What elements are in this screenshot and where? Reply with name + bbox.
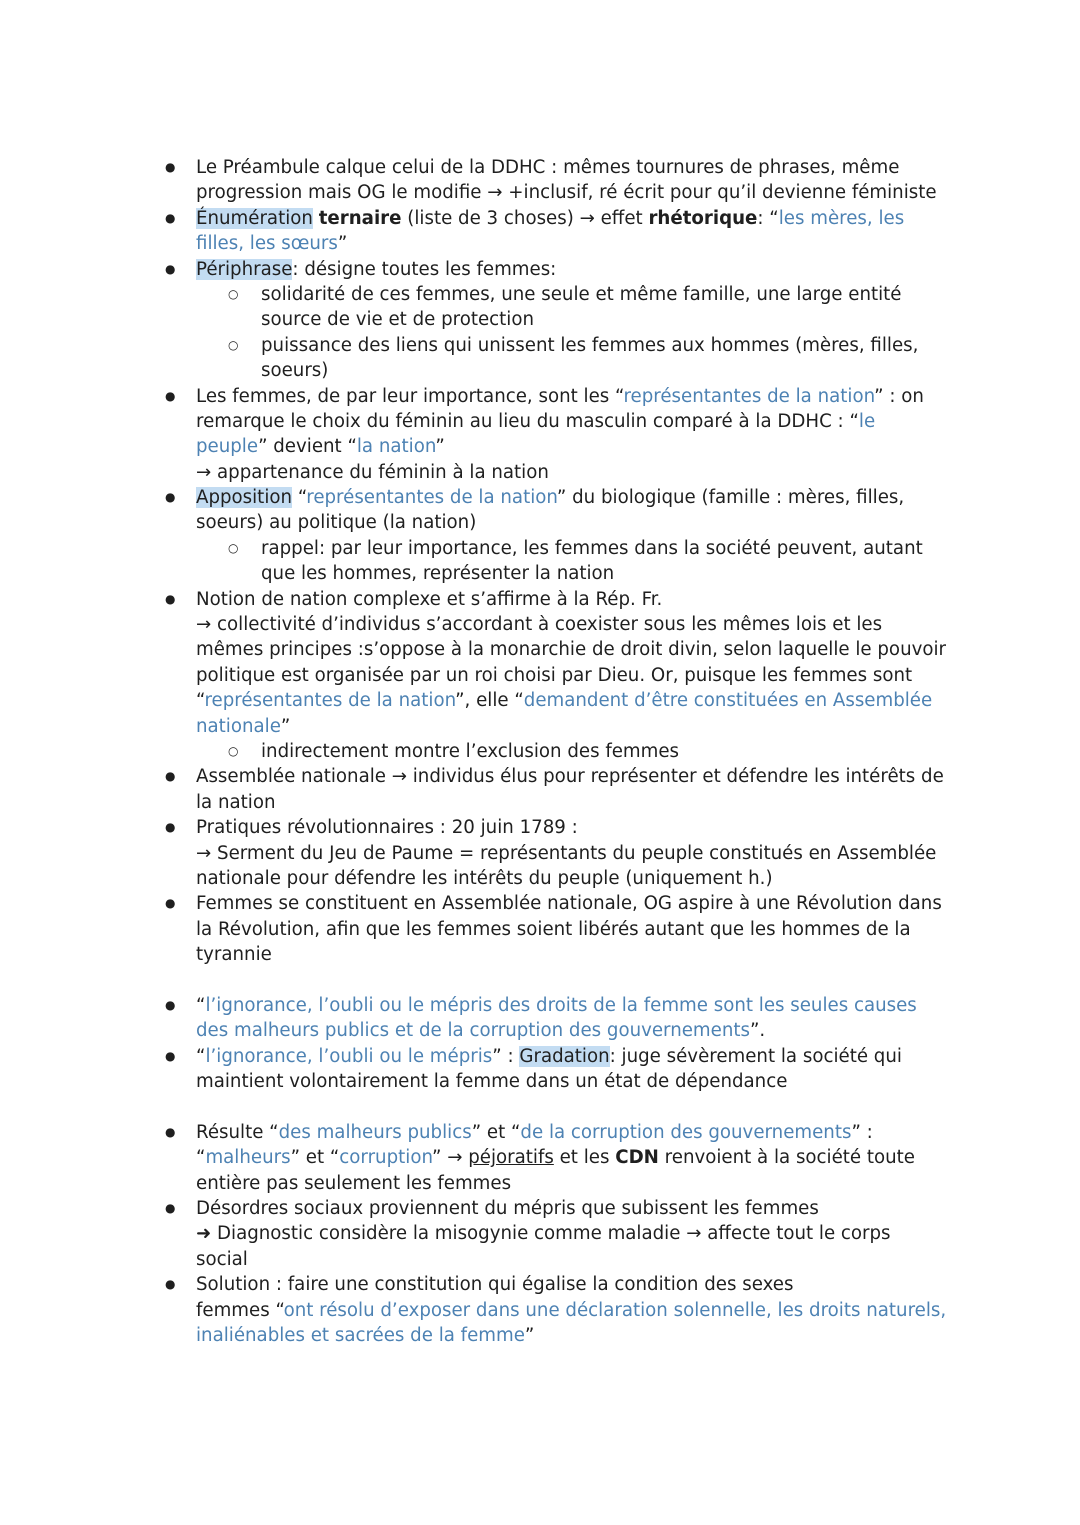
note-text: source de vie et de protection <box>261 309 535 331</box>
quote-text: des malheurs publics et de la corruption des gouvernements <box>196 1020 750 1042</box>
quote-text: des malheurs publics <box>278 1121 472 1143</box>
note-text: ” <box>524 1324 535 1346</box>
continuation-line <box>196 841 956 866</box>
note-text: tyrannie <box>196 944 272 966</box>
continuation-line <box>196 1221 956 1246</box>
bullet-line <box>196 815 956 840</box>
continuation-line <box>196 790 956 815</box>
quote-text: corruption <box>339 1147 432 1169</box>
highlighted-term: Énumération <box>196 207 313 229</box>
continuation-line <box>196 180 956 205</box>
quote-text: l’ignorance, l’oubli ou le mépris <box>205 1045 493 1067</box>
note-text: ” : <box>492 1045 520 1067</box>
bullet-line <box>196 257 956 282</box>
note-text: Femmes se constituent en Assemblée nationale, OG aspire à une Révolution dans <box>196 893 942 915</box>
quote-text: nationale <box>196 715 281 737</box>
note-text: “ <box>196 690 205 712</box>
note-text: soeurs) <box>261 360 329 382</box>
continuation-line <box>196 510 956 535</box>
note-text: politique est organisée par un roi choisi par Dieu. Or, puisque les femmes sont <box>196 664 913 686</box>
note-text: Résulte “ <box>196 1121 279 1143</box>
note-text: Notion de nation complexe et s’affirme à la Rép. Fr. <box>196 588 663 610</box>
quote-text: filles, les sœurs <box>196 233 338 255</box>
note-text: (liste de 3 choses) → effet <box>401 207 649 229</box>
notes-list <box>196 155 956 1348</box>
note-text: ” du biologique (famille : mères, filles, <box>556 487 905 509</box>
note-text: “ <box>196 1147 206 1169</box>
note-text: entière pas seulement les femmes <box>196 1172 512 1194</box>
continuation-line <box>196 1018 956 1043</box>
bullet-line <box>196 1120 956 1145</box>
blank-spacer <box>196 1094 956 1119</box>
note-text: la Révolution, afin que les femmes soient libérés autant que les hommes de la <box>196 918 911 940</box>
note-text: ” <box>435 436 445 458</box>
bullet-line <box>196 891 956 916</box>
bullet-line <box>196 993 956 1018</box>
bullet-line <box>196 1044 956 1069</box>
continuation-line <box>196 637 956 662</box>
note-text: soeurs) au politique (la nation) <box>196 512 477 534</box>
note-text: ” devient “ <box>258 436 357 458</box>
note-text: ” <box>280 715 291 737</box>
note-text: et les <box>553 1147 616 1169</box>
quote-text: ont résolu d’exposer dans une déclaration solennelle, les droits naturels, <box>283 1299 947 1321</box>
note-text: puissance des liens qui unissent les femmes aux hommes (mères, filles, <box>261 334 919 356</box>
note-text: “ <box>292 487 307 509</box>
quote-text: malheurs <box>205 1147 291 1169</box>
highlighted-term: Périphrase <box>196 258 293 280</box>
quote-text: le <box>858 410 876 432</box>
note-text: : juge sévèrement la société qui <box>609 1045 902 1067</box>
quote-text: inaliénables et sacrées de la femme <box>196 1324 525 1346</box>
bullet-line <box>196 1196 956 1221</box>
sub-bullet-line <box>196 282 956 307</box>
continuation-line <box>196 1298 956 1323</box>
continuation-line <box>196 460 956 485</box>
bullet-line <box>196 155 956 180</box>
quote-text: de la corruption des gouvernements <box>520 1121 852 1143</box>
bold-term: ternaire <box>318 207 402 229</box>
continuation-line <box>196 358 956 383</box>
note-text: “ <box>196 1045 206 1067</box>
highlighted-term: Gradation <box>519 1045 610 1067</box>
quote-text: peuple <box>196 436 259 458</box>
note-text: : désigne toutes les femmes: <box>292 258 557 280</box>
note-text: progression mais OG le modifie → +inclusif, ré écrit pour qu’il devienne féministe <box>196 182 937 204</box>
note-text: femmes “ <box>196 1299 284 1321</box>
quote-text: la nation <box>356 436 436 458</box>
sub-bullet-line <box>196 536 956 561</box>
bullet-line <box>196 485 956 510</box>
note-text: Solution : faire une constitution qui égalise la condition des sexes <box>196 1274 794 1296</box>
note-text: ” <box>337 233 348 255</box>
highlighted-term: Apposition <box>196 487 293 509</box>
continuation-line <box>196 307 956 332</box>
continuation-line <box>196 409 956 434</box>
note-text: ”, elle “ <box>455 690 524 712</box>
note-text: social <box>196 1248 248 1270</box>
bullet-line <box>196 587 956 612</box>
bold-term: rhétorique <box>648 207 758 229</box>
bullet-line <box>196 384 956 409</box>
bullet-line <box>196 764 956 789</box>
continuation-line <box>196 1323 956 1348</box>
bold-term: CDN <box>615 1147 659 1169</box>
sub-bullet-line <box>196 739 956 764</box>
continuation-line <box>196 612 956 637</box>
note-text: : “ <box>757 207 779 229</box>
note-text: → appartenance du féminin à la nation <box>196 461 549 483</box>
blank-spacer <box>196 968 956 993</box>
quote-text: représentantes de la nation <box>204 690 456 712</box>
quote-text: représentantes de la nation <box>306 487 557 509</box>
continuation-line <box>196 1145 956 1170</box>
note-text: rappel: par leur importance, les femmes dans la société peuvent, autant <box>261 537 923 559</box>
bullet-line <box>196 1272 956 1297</box>
note-text: ” et “ <box>290 1147 340 1169</box>
sub-bullet-line <box>196 333 956 358</box>
note-text: ”. <box>749 1020 766 1042</box>
continuation-line <box>196 561 956 586</box>
underlined-term: péjoratifs <box>468 1147 554 1169</box>
note-text: “ <box>196 994 206 1016</box>
continuation-line <box>196 866 956 891</box>
bullet-line <box>196 206 956 231</box>
note-text: ” : <box>851 1121 873 1143</box>
note-text: maintient volontairement la femme dans un état de dépendance <box>196 1071 788 1093</box>
quote-text: représentantes de la nation <box>623 385 875 407</box>
continuation-line <box>196 1247 956 1272</box>
note-text: Pratiques révolutionnaires : 20 juin 1789 : <box>196 817 578 839</box>
note-text: renvoient à la société toute <box>658 1147 915 1169</box>
note-text: remarque le choix du féminin au lieu du masculin comparé à la DDHC : “ <box>196 410 859 432</box>
continuation-line <box>196 1171 956 1196</box>
note-text: → collectivité d’individus s’accordant à coexister sous les mêmes lois et les <box>196 614 883 636</box>
note-text: indirectement montre l’exclusion des femmes <box>261 740 680 762</box>
continuation-line <box>196 1069 956 1094</box>
note-text: Assemblée nationale → individus élus pour représenter et défendre les intérêts de <box>196 766 944 788</box>
continuation-line <box>196 231 956 256</box>
note-text: mêmes principes :s’oppose à la monarchie de droit divin, selon laquelle le pouvoir <box>196 639 947 661</box>
note-text: ➜ Diagnostic considère la misogynie comme maladie → affecte tout le corps <box>196 1223 891 1245</box>
note-text: Le Préambule calque celui de la DDHC : mêmes tournures de phrases, même <box>196 157 900 178</box>
note-text: solidarité de ces femmes, une seule et même famille, une large entité <box>261 283 902 305</box>
quote-text: l’ignorance, l’oubli ou le mépris des droits de la femme sont les seules causes <box>205 994 917 1016</box>
note-text: nationale pour défendre les intérêts du peuple (uniquement h.) <box>196 867 773 889</box>
continuation-line <box>196 434 956 459</box>
quote-text: demandent d’être constituées en Assemblée <box>523 690 933 712</box>
note-text: ” et “ <box>471 1121 521 1143</box>
note-text: Désordres sociaux proviennent du mépris que subissent les femmes <box>196 1198 819 1220</box>
continuation-line <box>196 663 956 688</box>
quote-text: les mères, les <box>778 207 905 229</box>
note-text: la nation <box>196 791 276 813</box>
note-text: ” → <box>431 1147 469 1169</box>
continuation-line <box>196 714 956 739</box>
note-text: → Serment du Jeu de Paume = représentants du peuple constitués en Assemblée <box>196 842 937 864</box>
continuation-line <box>196 942 956 967</box>
note-text: Les femmes, de par leur importance, sont les “ <box>196 385 624 407</box>
continuation-line <box>196 688 956 713</box>
continuation-line <box>196 917 956 942</box>
note-text: que les hommes, représenter la nation <box>261 563 615 585</box>
note-text: ” : on <box>874 385 924 407</box>
